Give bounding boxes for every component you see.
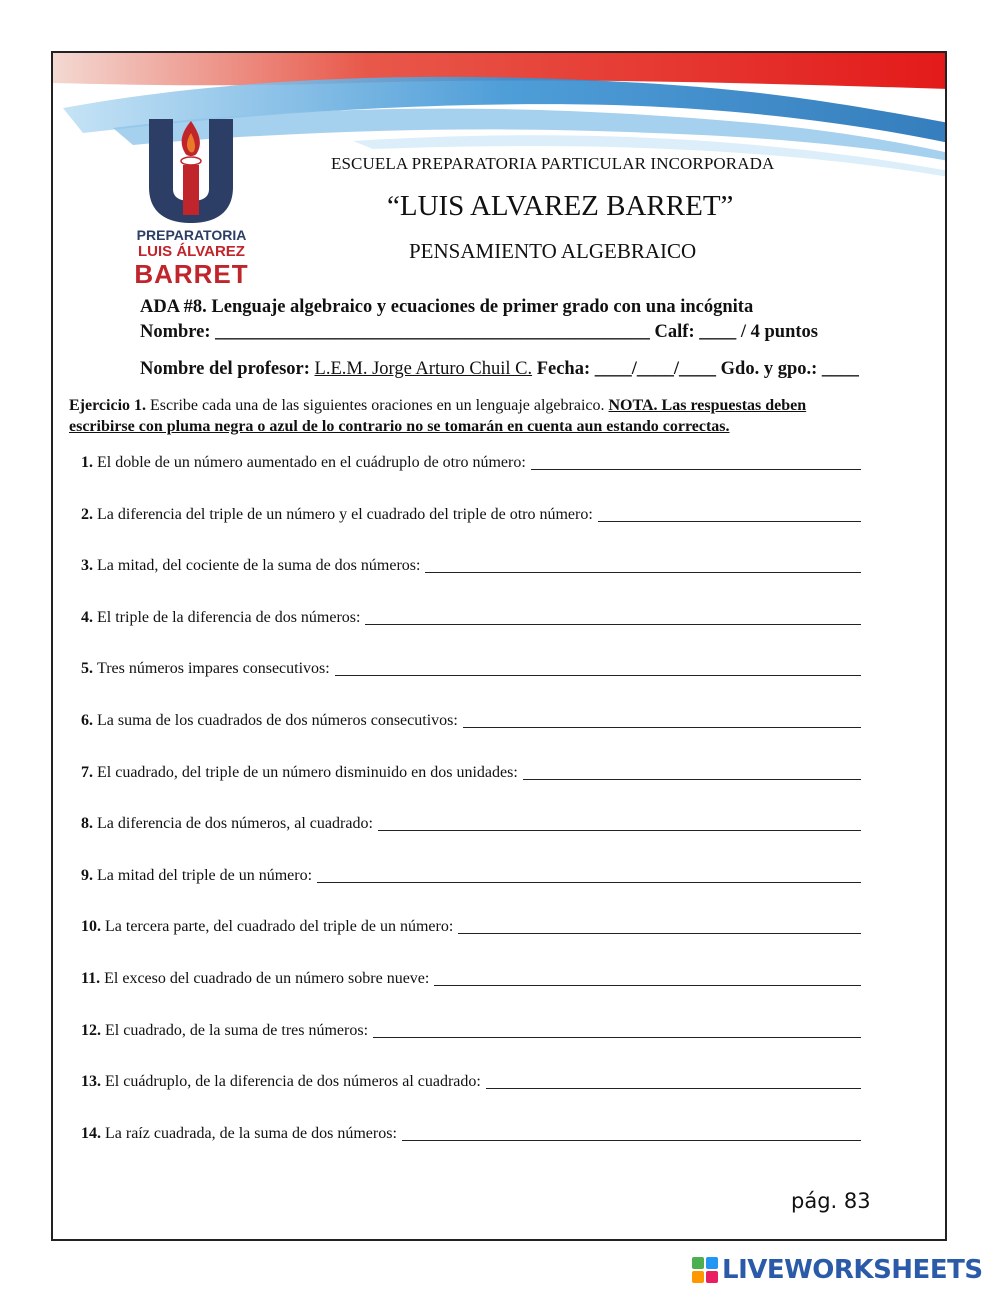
liveworksheets-brand[interactable] bbox=[692, 1254, 983, 1286]
exercise-instructions bbox=[69, 395, 869, 437]
answer-blank[interactable] bbox=[598, 505, 861, 522]
teacher-label: Nombre del profesor: bbox=[140, 359, 310, 379]
question-list bbox=[81, 453, 861, 1175]
school-logo bbox=[119, 117, 264, 287]
liveworksheets-logo-icon bbox=[692, 1257, 718, 1283]
page-number: pág. 83 bbox=[791, 1189, 871, 1213]
question-item bbox=[81, 866, 861, 918]
school-name: ESCUELA PREPARATORIA PARTICULAR INCORPORADA bbox=[331, 154, 775, 173]
logo-line-preparatoria: PREPARATORIA bbox=[136, 227, 247, 243]
question-text: La diferencia de dos números, al cuadrado: bbox=[97, 815, 373, 833]
question-text: El cuádruplo, de la diferencia de dos números al cuadrado: bbox=[105, 1073, 481, 1091]
question-item bbox=[81, 814, 861, 866]
question-item bbox=[81, 763, 861, 815]
subject-title: PENSAMIENTO ALGEBRAICO bbox=[409, 239, 697, 263]
question-number: 13. bbox=[81, 1073, 101, 1091]
question-number: 3. bbox=[81, 557, 93, 575]
question-text: Tres números impares consecutivos: bbox=[97, 660, 330, 678]
question-number: 11. bbox=[81, 969, 101, 987]
teacher-line bbox=[140, 359, 859, 380]
question-number: 7. bbox=[81, 763, 93, 781]
question-number: 1. bbox=[81, 454, 93, 471]
question-text: El doble de un número aumentado en el cuádruplo de otro número: bbox=[97, 454, 526, 471]
question-text: El exceso del cuadrado de un número sobre nueve: bbox=[104, 969, 430, 987]
question-number: 14. bbox=[81, 1124, 101, 1142]
question-item bbox=[81, 659, 861, 711]
question-text: El cuadrado, del triple de un número disminuido en dos unidades: bbox=[97, 763, 518, 781]
school-title: “LUIS ALVAREZ BARRET” bbox=[387, 190, 734, 222]
question-item bbox=[81, 608, 861, 660]
assignment-title: ADA #8. Lenguaje algebraico y ecuaciones de primer grado con una incógnita bbox=[140, 297, 754, 317]
answer-blank[interactable] bbox=[434, 969, 861, 986]
answer-blank[interactable] bbox=[373, 1021, 861, 1038]
school-crest-icon bbox=[119, 117, 264, 225]
logo-line-luis-alvarez: LUIS ÁLVAREZ bbox=[138, 243, 245, 260]
answer-blank[interactable] bbox=[486, 1072, 861, 1089]
question-number: 2. bbox=[81, 505, 93, 523]
question-number: 9. bbox=[81, 866, 93, 884]
student-name-line: Nombre: _______________________________________________ Calf: ____ / 4 puntos bbox=[140, 322, 818, 342]
question-text: La raíz cuadrada, de la suma de dos números: bbox=[105, 1124, 397, 1142]
logo-line-barret: BARRET bbox=[134, 259, 249, 289]
answer-blank[interactable] bbox=[317, 866, 861, 883]
question-text: El cuadrado, de la suma de tres números: bbox=[105, 1021, 369, 1039]
question-text: La suma de los cuadrados de dos números consecutivos: bbox=[97, 711, 458, 729]
answer-blank[interactable] bbox=[425, 556, 861, 573]
exercise-label: Ejercicio 1. bbox=[69, 397, 147, 414]
question-text: La tercera parte, del cuadrado del triple de un número: bbox=[105, 918, 454, 936]
answer-blank[interactable] bbox=[523, 763, 861, 780]
question-item bbox=[81, 1124, 861, 1176]
question-item bbox=[81, 1072, 861, 1124]
question-item bbox=[81, 453, 861, 505]
question-item bbox=[81, 917, 861, 969]
answer-blank[interactable] bbox=[365, 608, 861, 625]
worksheet-page bbox=[51, 51, 947, 1241]
answer-blank[interactable] bbox=[463, 711, 861, 728]
date-group-line: Fecha: ____/____/____ Gdo. y gpo.: ____ bbox=[536, 359, 859, 379]
teacher-name: L.E.M. Jorge Arturo Chuil C. bbox=[314, 359, 533, 379]
question-item bbox=[81, 711, 861, 763]
question-number: 10. bbox=[81, 918, 101, 936]
question-number: 8. bbox=[81, 815, 93, 833]
question-item bbox=[81, 556, 861, 608]
liveworksheets-wordmark: LIVEWORKSHEETS bbox=[722, 1255, 983, 1285]
answer-blank[interactable] bbox=[335, 659, 861, 676]
answer-blank[interactable] bbox=[458, 917, 861, 934]
question-text: La mitad, del cociente de la suma de dos números: bbox=[97, 557, 421, 575]
exercise-instruction: Escribe cada una de las siguientes oraciones en un lenguaje algebraico. bbox=[150, 397, 605, 414]
question-number: 5. bbox=[81, 660, 93, 678]
answer-blank[interactable] bbox=[378, 814, 861, 831]
question-number: 12. bbox=[81, 1021, 101, 1039]
question-text: La diferencia del triple de un número y el cuadrado del triple de otro número: bbox=[97, 505, 593, 523]
question-number: 6. bbox=[81, 711, 93, 729]
exercise-note: NOTA. Las respuestas deben escribirse con pluma negra o azul de lo contrario no se tomarán en cuenta aun estando correctas. bbox=[69, 397, 807, 435]
question-text: La mitad del triple de un número: bbox=[97, 866, 313, 884]
question-text: El triple de la diferencia de dos números: bbox=[97, 608, 361, 626]
answer-blank[interactable] bbox=[531, 453, 861, 470]
question-item bbox=[81, 1021, 861, 1073]
question-item bbox=[81, 969, 861, 1021]
question-item bbox=[81, 505, 861, 557]
question-number: 4. bbox=[81, 608, 93, 626]
answer-blank[interactable] bbox=[402, 1124, 861, 1141]
